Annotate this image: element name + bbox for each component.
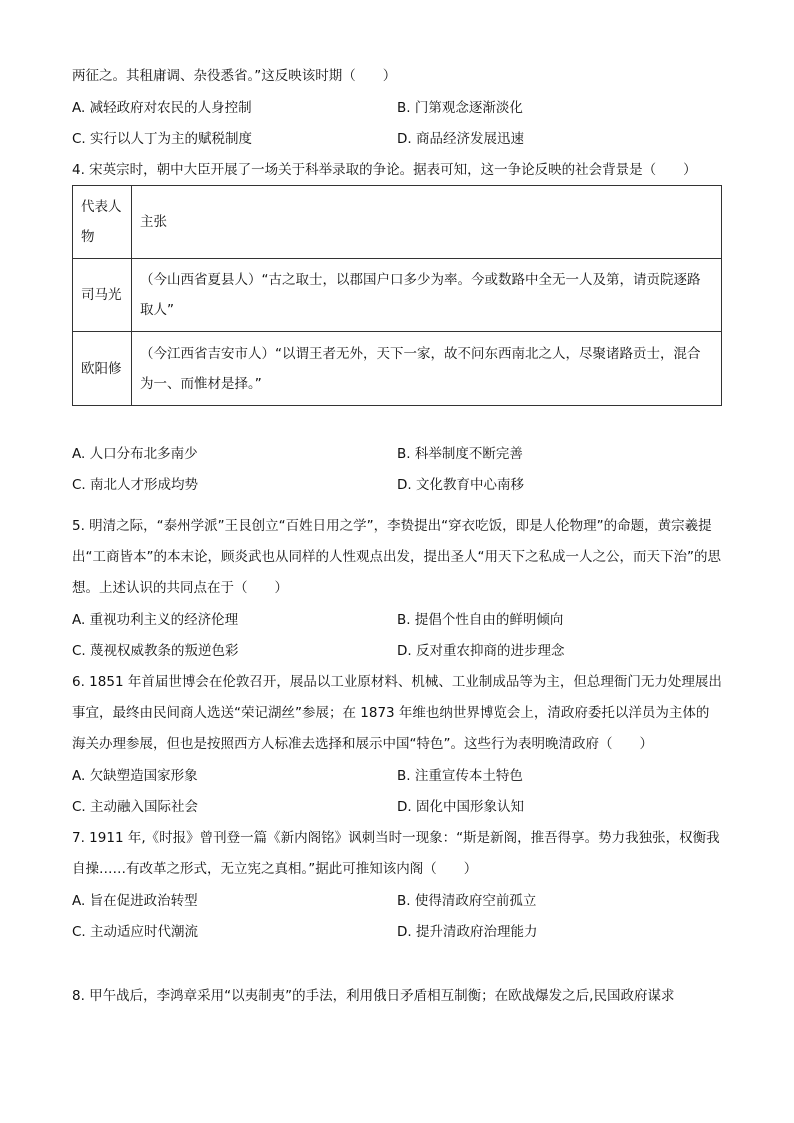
q6-option-d[interactable]: D. 固化中国形象认知 [397,799,524,815]
q6-option-b[interactable]: B. 注重宣传本土特色 [397,768,523,784]
q4-option-a[interactable]: A. 人口分布北多南少 [72,446,198,462]
table-row [73,332,722,406]
q3-stem-tail: 两征之。其租庸调、杂役悉省。”这反映该时期（ ） [72,68,397,84]
q7-option-c[interactable]: C. 主动适应时代潮流 [72,924,199,940]
q3-option-b[interactable]: B. 门第观念逐渐淡化 [397,100,523,116]
q7-option-d[interactable]: D. 提升清政府治理能力 [397,924,538,940]
q3-option-d[interactable]: D. 商品经济发展迅速 [397,131,524,147]
q4-table [72,185,722,406]
table-cell-person: 司马光 [73,259,132,332]
q6-option-a[interactable]: A. 欠缺塑造国家形象 [72,768,198,784]
q4-option-c[interactable]: C. 南北人才形成均势 [72,477,199,493]
table-cell-claim: （今江西省吉安市人）“以谓王者无外，天下一家，故不问东西南北之人，尽聚诸路贡士，混合为一、而惟材是择。” [132,332,722,406]
table-header-row [73,186,722,259]
q3-option-a[interactable]: A. 减轻政府对农民的人身控制 [72,100,252,116]
table-cell-claim: （今山西省夏县人）“古之取士，以郡国户口多少为率。今或数路中全无一人及第，请贡院逐路取人” [132,259,722,332]
q7-option-b[interactable]: B. 使得清政府空前孤立 [397,893,537,909]
q5-stem: 5. 明清之际，“泰州学派”王艮创立“百姓日用之学”，李贽提出“穿衣吃饭，即是人伦物理”的命题，黄宗羲提出“工商皆本”的本末论，顾炎武也从同样的人性观点出发，提出圣人“用天下之私成一人之公，而天下治”的思想。上述认识的共同点在于（ ） [72,518,721,596]
table-header-person: 代表人物 [73,186,132,259]
q5-option-d[interactable]: D. 反对重农抑商的进步理念 [397,643,565,659]
q8-stem: 8. 甲午战后，李鸿章采用“以夷制夷”的手法，利用俄日矛盾相互制衡；在欧战爆发之后,民国政府谋求 [72,988,675,1004]
q4-option-d[interactable]: D. 文化教育中心南移 [397,477,524,493]
q7-stem: 7. 1911 年,《时报》曾刊登一篇《新内阁铭》讽刺当时一现象：“斯是新阁，推吾得享。势力我独张，权衡我自操……有改革之形式，无立宪之真相。”据此可推知该内阁（ ） [72,830,720,877]
q5-option-a[interactable]: A. 重视功利主义的经济伦理 [72,612,239,628]
table-header-claim: 主张 [132,186,722,259]
q6-option-c[interactable]: C. 主动融入国际社会 [72,799,199,815]
q6-stem: 6. 1851 年首届世博会在伦敦召开，展品以工业原材料、机械、工业制成品等为主，但总理衙门无力处理展出事宜，最终由民间商人选送“荣记湖丝”参展；在 1873 年维也纳世界博览会上，清政府委托以洋员为主体的海关办理参展，但也是按照西方人标准去选择和展示中国“特色”。这些行为表明晚清政府（ ） [72,674,722,752]
q5-option-c[interactable]: C. 蔑视权威教条的叛逆色彩 [72,643,239,659]
table-row [73,259,722,332]
q4-option-b[interactable]: B. 科举制度不断完善 [397,446,523,462]
q7-option-a[interactable]: A. 旨在促进政治转型 [72,893,198,909]
q5-option-b[interactable]: B. 提倡个性自由的鲜明倾向 [397,612,564,628]
q3-option-c[interactable]: C. 实行以人丁为主的赋税制度 [72,131,253,147]
table-cell-person: 欧阳修 [73,332,132,406]
q4-stem: 4. 宋英宗时，朝中大臣开展了一场关于科举录取的争论。据表可知，这一争论反映的社会背景是（ ） [72,162,697,178]
